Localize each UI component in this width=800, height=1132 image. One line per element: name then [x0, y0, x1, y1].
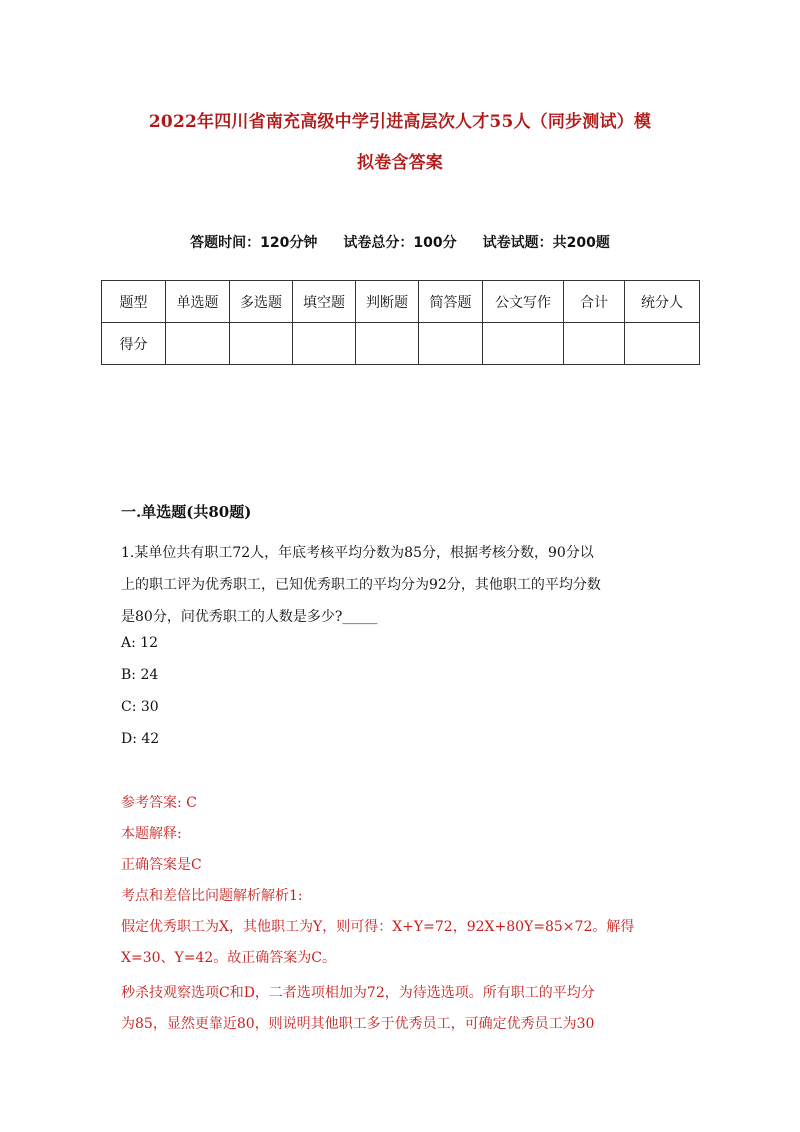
section-heading: 一.单选题(共80题) — [121, 503, 252, 521]
score-table-header-row — [102, 281, 700, 323]
option-b: B: 24 — [121, 667, 159, 683]
exam-question-count: 试卷试题：共200题 — [482, 235, 610, 251]
explanation-line: 假定优秀职工为X，其他职工为Y，则可得：X+Y=72，92X+80Y=85×72。解得 — [121, 919, 635, 935]
question-line: 是80分，问优秀职工的人数是多少?_____ — [121, 609, 378, 625]
score-table-header-cell: 公文写作 — [483, 281, 564, 323]
score-table — [101, 280, 700, 365]
document-title-line-1: 2022年四川省南充高级中学引进高层次人才55人（同步测试）模 — [148, 112, 652, 132]
explanation-line: 为85，显然更靠近80，则说明其他职工多于优秀员工，可确定优秀员工为30 — [121, 1016, 595, 1032]
reference-answer: 参考答案: C — [121, 795, 197, 811]
question-line: 1.某单位共有职工72人，年底考核平均分数为85分，根据考核分数，90分以 — [121, 545, 594, 561]
score-cell — [483, 323, 564, 365]
score-cell — [564, 323, 625, 365]
score-cell — [166, 323, 230, 365]
explanation-label: 本题解释: — [121, 826, 182, 842]
explanation-line: 秒杀技观察选项C和D，二者选项相加为72，为待选选项。所有职工的平均分 — [121, 985, 595, 1001]
score-table-header-cell: 题型 — [102, 281, 166, 323]
score-table-header-cell: 判断题 — [356, 281, 419, 323]
exam-meta — [100, 232, 700, 252]
question-text — [121, 537, 681, 633]
score-table-header-cell: 填空题 — [293, 281, 356, 323]
option-c: C: 30 — [121, 699, 159, 715]
explanation-line: X=30、Y=42。故正确答案为C。 — [121, 950, 337, 966]
score-table-header-cell: 多选题 — [230, 281, 293, 323]
knowledge-point: 考点和差倍比问题解析解析1: — [121, 888, 303, 904]
score-cell — [356, 323, 419, 365]
score-cell — [625, 323, 700, 365]
score-cell — [419, 323, 483, 365]
score-table-header-cell: 简答题 — [419, 281, 483, 323]
correct-answer: 正确答案是C — [121, 857, 202, 873]
option-a: A: 12 — [121, 635, 159, 651]
score-table-header-cell: 单选题 — [166, 281, 230, 323]
exam-total-score: 试卷总分：100分 — [343, 235, 457, 251]
option-d: D: 42 — [121, 731, 160, 747]
exam-time: 答题时间：120分钟 — [190, 235, 318, 251]
question-line: 上的职工评为优秀职工，已知优秀职工的平均分为92分，其他职工的平均分数 — [121, 577, 601, 593]
score-row-label: 得分 — [102, 323, 166, 365]
score-cell — [293, 323, 356, 365]
document-title-line-2: 拟卷含答案 — [357, 153, 443, 173]
score-cell — [230, 323, 293, 365]
score-table-score-row — [102, 323, 700, 365]
score-table-header-cell: 合计 — [564, 281, 625, 323]
score-table-header-cell: 统分人 — [625, 281, 700, 323]
